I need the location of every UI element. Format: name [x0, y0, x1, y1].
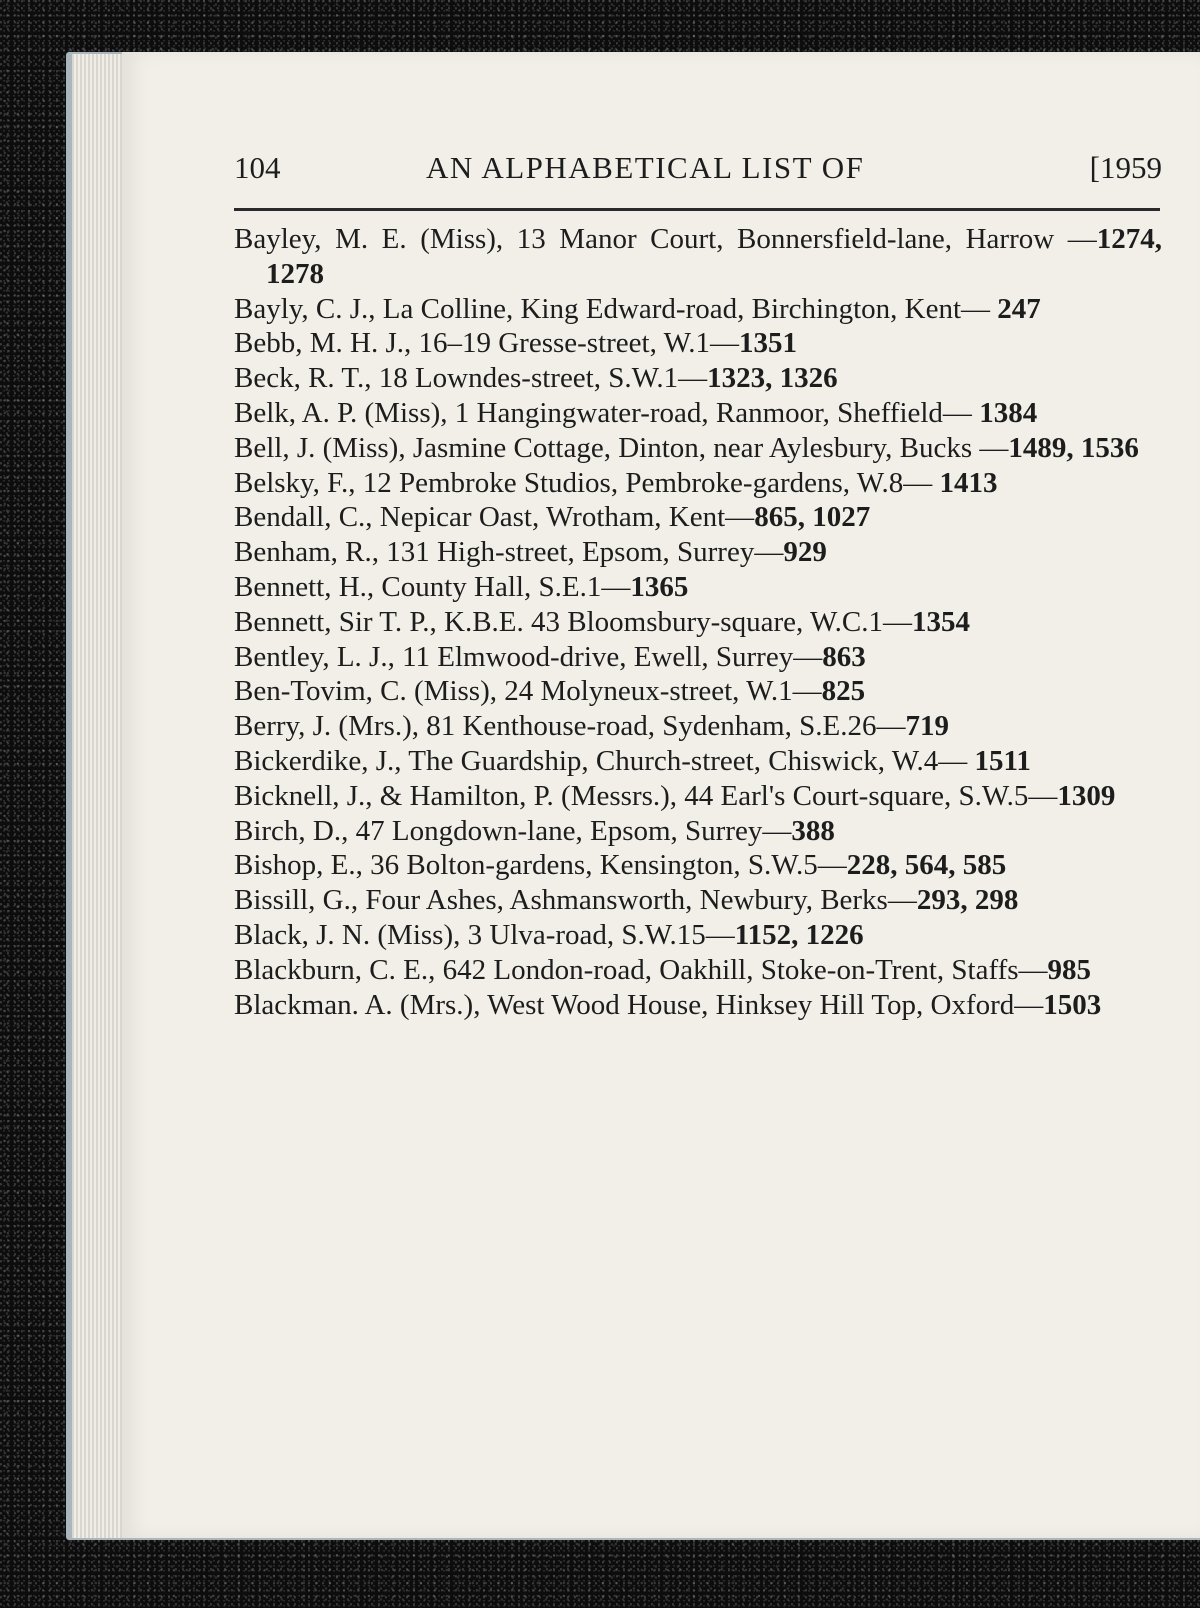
year-label: [1959: [1089, 150, 1162, 185]
entry-text: Bennett, Sir T. P., K.B.E. 43 Bloomsbury-square, W.C.1—: [234, 605, 913, 638]
list-item: [234, 848, 1162, 883]
entry-numbers: 388: [791, 814, 835, 847]
entry-numbers: 1503: [1043, 988, 1102, 1021]
list-item: [234, 326, 1162, 361]
list-item: [234, 396, 1162, 431]
entry-text: Bennett, H., County Hall, S.E.1—: [234, 570, 631, 603]
entry-numbers: 719: [905, 710, 949, 743]
list-item: [234, 744, 1162, 779]
entry-numbers: 1489, 1536: [1008, 431, 1139, 464]
entry-list: [234, 222, 1162, 1022]
entry-text: Bayley, M. E. (Miss), 13 Manor Court, Bonnersfield-lane, Harrow —: [234, 223, 1097, 255]
entry-numbers: 228, 564, 585: [846, 849, 1007, 882]
entry-text: Bayly, C. J., La Colline, King Edward-road, Birchington, Kent—: [234, 292, 998, 325]
entry-numbers: 1152, 1226: [734, 918, 864, 951]
page-header: [234, 150, 1162, 198]
list-item: [234, 953, 1162, 988]
entry-text: Bentley, L. J., 11 Elmwood-drive, Ewell, Surrey—: [234, 640, 823, 673]
list-item: [234, 988, 1162, 1023]
entry-numbers: 825: [821, 675, 866, 708]
entry-numbers: 1365: [630, 570, 689, 603]
list-item: [234, 500, 1162, 535]
entry-text: Blackman. A. (Mrs.), West Wood House, Hinksey Hill Top, Oxford—: [234, 988, 1044, 1021]
list-item: [234, 605, 1162, 640]
entry-text: Blackburn, C. E., 642 London-road, Oakhill, Stoke-on-Trent, Staffs—: [234, 953, 1048, 986]
entry-text: Ben-Tovim, C. (Miss), 24 Molyneux-street, W.1—: [234, 675, 822, 708]
entry-text: Bendall, C., Nepicar Oast, Wrotham, Kent—: [234, 501, 755, 534]
entry-numbers: 1323, 1326: [707, 362, 838, 395]
list-item: [234, 709, 1162, 744]
entry-text: Bell, J. (Miss), Jasmine Cottage, Dinton, near Aylesbury, Bucks —: [234, 431, 1009, 464]
header-rule: [234, 208, 1160, 211]
list-item: [234, 883, 1162, 918]
list-item: [234, 292, 1162, 327]
entry-numbers: 247: [997, 292, 1041, 325]
entry-numbers: 1351: [739, 327, 798, 360]
entry-text: Bishop, E., 36 Bolton-gardens, Kensington, S.W.5—: [234, 849, 847, 882]
entry-numbers: 863: [822, 640, 866, 673]
entry-numbers: 1354: [912, 605, 971, 638]
entry-numbers: 1511: [974, 744, 1031, 777]
entry-text: Benham, R., 131 High-street, Epsom, Surrey—: [234, 536, 784, 569]
list-item: [234, 570, 1162, 605]
list-item: [234, 431, 1162, 466]
entry-text: Belk, A. P. (Miss), 1 Hangingwater-road, Ranmoor, Sheffield—: [234, 396, 980, 429]
page-number: 104: [234, 150, 281, 185]
entry-text: Bicknell, J., & Hamilton, P. (Messrs.), 44 Earl's Court-square, S.W.5—: [234, 779, 1058, 812]
entry-numbers: 865, 1027: [754, 501, 871, 534]
entry-numbers: 293, 298: [916, 884, 1019, 917]
entry-numbers: 929: [783, 536, 827, 569]
list-item: [234, 674, 1162, 709]
entry-text: Bebb, M. H. J., 16–19 Gresse-street, W.1—: [234, 327, 740, 360]
list-item: [234, 222, 1162, 292]
entry-text: Birch, D., 47 Longdown-lane, Epsom, Surrey—: [234, 814, 792, 847]
list-item: [234, 466, 1162, 501]
entry-text: Black, J. N. (Miss), 3 Ulva-road, S.W.15—: [234, 918, 735, 951]
list-item: [234, 361, 1162, 396]
entry-text: Bickerdike, J., The Guardship, Church-street, Chiswick, W.4—: [234, 744, 975, 777]
entry-numbers: 1413: [939, 466, 998, 499]
entry-text: Berry, J. (Mrs.), 81 Kenthouse-road, Sydenham, S.E.26—: [234, 710, 906, 743]
list-item: [234, 535, 1162, 570]
list-item: [234, 918, 1162, 953]
list-item: [234, 640, 1162, 675]
entry-numbers: 1384: [979, 396, 1038, 429]
entry-numbers: 985: [1047, 953, 1092, 986]
running-head: AN ALPHABETICAL LIST OF: [426, 150, 865, 185]
list-item: [234, 779, 1162, 814]
entry-text: Bissill, G., Four Ashes, Ashmansworth, Newbury, Berks—: [234, 884, 917, 917]
entry-numbers: 1309: [1057, 779, 1116, 812]
entry-numbers: 1274, 1278: [266, 223, 1162, 290]
entry-text: Beck, R. T., 18 Lowndes-street, S.W.1—: [234, 362, 708, 395]
entry-text: Belsky, F., 12 Pembroke Studios, Pembroke-gardens, W.8—: [234, 466, 940, 499]
list-item: [234, 814, 1162, 849]
